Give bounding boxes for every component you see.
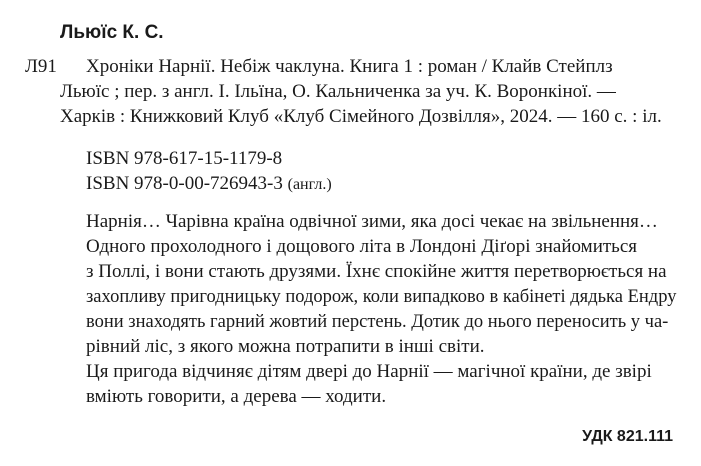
record-line-2: Льюїс ; пер. з англ. І. Ільїна, О. Кальниченка за уч. К. Воронкіної. — (60, 81, 616, 102)
record-line-1: Хроніки Нарнії. Небіж чаклуна. Книга 1 : роман / Клайв Стейплз (86, 56, 613, 77)
isbn-line-2 (86, 172, 332, 197)
record-line-3: Харків : Книжковий Клуб «Клуб Сімейного Дозвілля», 2024. — 160 с. : іл. (60, 106, 662, 127)
annotation-line-3: з Поллі, і вони стають друзями. Їхнє спокійне життя перетворюється на (86, 261, 667, 282)
annotation-line-7: Ця пригода відчиняє дітям двері до Нарнії — магічної країни, де звірі (86, 361, 652, 382)
isbn-number: ISBN 978-617-15-1179-8 (86, 148, 283, 169)
cutter-code: Л91 (25, 56, 57, 77)
annotation-line-8: вміють говорити, а дерева — ходити. (86, 386, 387, 407)
annotation-line-2: Одного прохолодного і дощового літа в Лондоні Діґорі знайомиться (86, 236, 637, 257)
annotation-line-4: захопливу пригодницьку подорож, коли випадково в кабінеті дядька Ендру (86, 287, 677, 307)
isbn-line-1 (86, 147, 282, 171)
annotation-line-6: рівний ліс, з якого можна потрапити в інші світи. (86, 336, 485, 357)
author-heading: Льюїс К. С. (60, 22, 164, 43)
annotation-line-5: вони знаходять гарний жовтий перстень. Дотик до нього переносить у ча- (86, 312, 669, 332)
udc-code: УДК 821.111 (582, 428, 673, 445)
annotation-line-1: Нарнія… Чарівна країна одвічної зими, яка досі чекає на звільнення… (86, 211, 658, 232)
isbn-number: ISBN 978-0-00-726943-3 (86, 173, 283, 194)
isbn-note: (англ.) (287, 176, 332, 193)
